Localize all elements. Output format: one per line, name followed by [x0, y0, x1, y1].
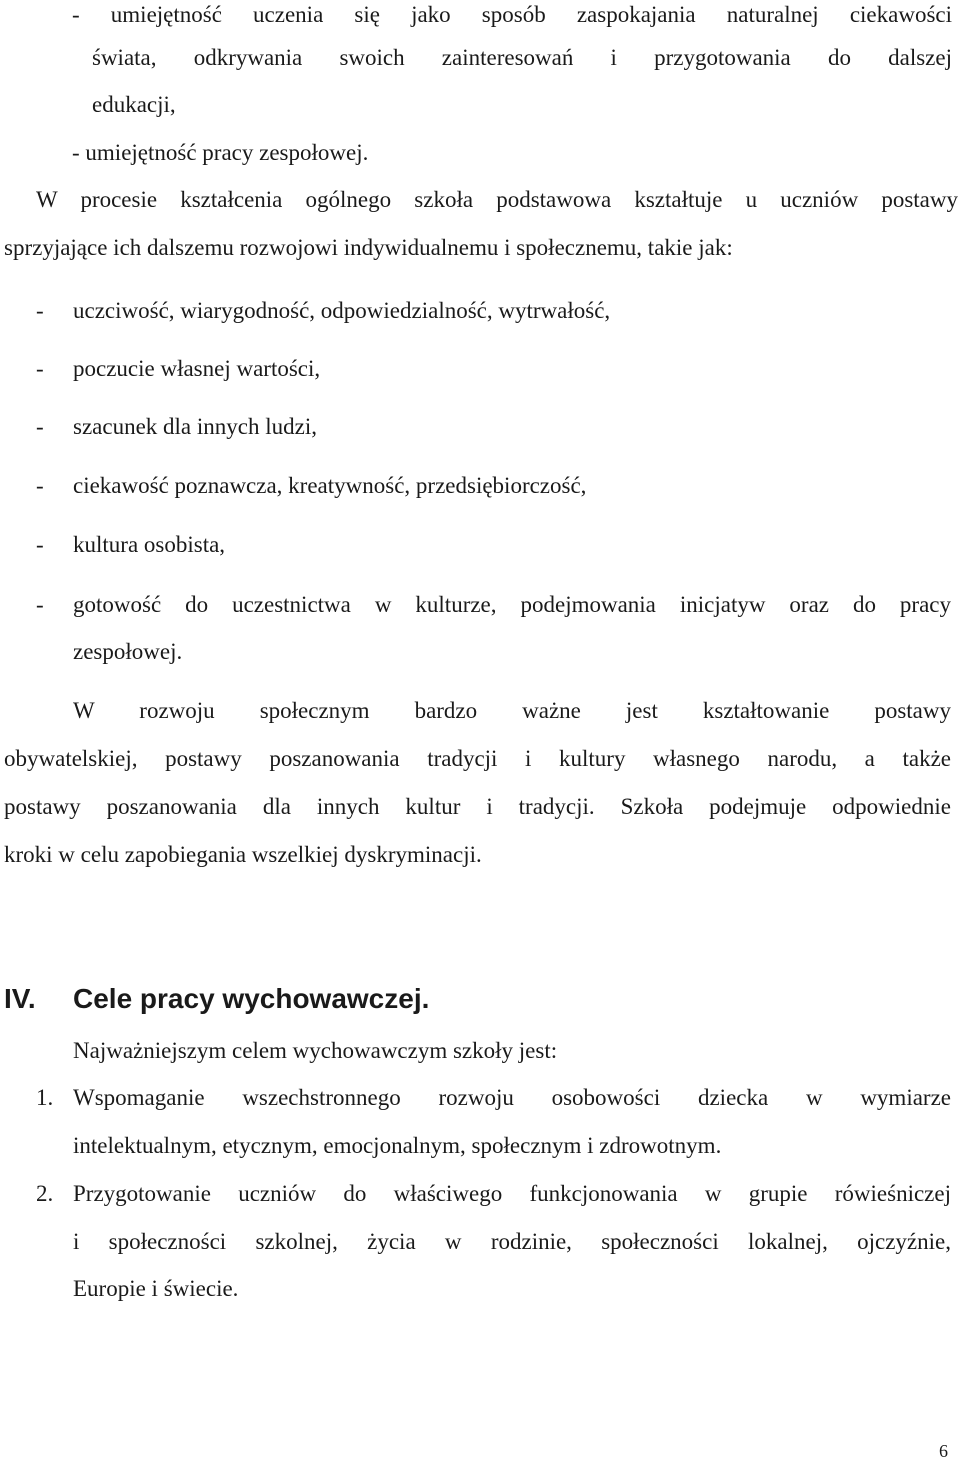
- paragraph-line: obywatelskiej, postawy poszanowania tradycji i kultury własnego narodu, a także: [4, 746, 951, 771]
- bullet-dash: -: [36, 356, 44, 381]
- list-item: ciekawość poznawcza, kreatywność, przedsiębiorczość,: [73, 473, 587, 498]
- paragraph-line: W procesie kształcenia ogólnego szkoła podstawowa kształtuje u uczniów postawy: [36, 187, 958, 212]
- goal-number: 2.: [36, 1181, 54, 1206]
- list-item: poczucie własnej wartości,: [73, 356, 321, 381]
- paragraph-line: W rozwoju społecznym bardzo ważne jest kształtowanie postawy: [73, 698, 951, 723]
- section-number: IV.: [4, 983, 36, 1014]
- goal-line: Przygotowanie uczniów do właściwego funkcjonowania w grupie rówieśniczej: [73, 1181, 951, 1206]
- paragraph-line: kroki w celu zapobiegania wszelkiej dyskryminacji.: [4, 842, 482, 867]
- list-item: gotowość do uczestnictwa w kulturze, podejmowania inicjatyw oraz do pracy: [73, 592, 951, 617]
- bullet-dash: -: [36, 298, 44, 323]
- list-item-line: świata, odkrywania swoich zainteresowań i przygotowania do dalszej: [92, 45, 952, 70]
- bullet-dash: -: [36, 414, 44, 439]
- section-title: Cele pracy wychowawczej.: [73, 983, 430, 1014]
- paragraph-line: sprzyjające ich dalszemu rozwojowi indywidualnemu i społecznemu, takie jak:: [4, 235, 733, 260]
- list-item: kultura osobista,: [73, 532, 226, 557]
- bullet-dash: -: [36, 532, 44, 557]
- list-item: szacunek dla innych ludzi,: [73, 414, 317, 439]
- list-item: - umiejętność pracy zespołowej.: [72, 140, 369, 165]
- bullet-dash: -: [36, 473, 44, 498]
- list-item-line: - umiejętność uczenia się jako sposób zaspokajania naturalnej ciekawości: [72, 2, 952, 27]
- goal-line: Wspomaganie wszechstronnego rozwoju osobowości dziecka w wymiarze: [73, 1085, 951, 1110]
- list-item-line: edukacji,: [92, 92, 176, 117]
- paragraph-line: postawy poszanowania dla innych kultur i tradycji. Szkoła podejmuje odpowiednie: [4, 794, 951, 819]
- page-number: 6: [939, 1441, 948, 1461]
- goal-line: intelektualnym, etycznym, emocjonalnym, społecznym i zdrowotnym.: [73, 1133, 722, 1158]
- goal-line: Europie i świecie.: [73, 1276, 239, 1301]
- list-item: uczciwość, wiarygodność, odpowiedzialność, wytrwałość,: [73, 298, 611, 323]
- section-intro: Najważniejszym celem wychowawczym szkoły jest:: [73, 1038, 558, 1063]
- list-item-line: zespołowej.: [73, 639, 183, 664]
- goal-number: 1.: [36, 1085, 54, 1110]
- goal-line: i społeczności szkolnej, życia w rodzinie, społeczności lokalnej, ojczyźnie,: [73, 1229, 951, 1254]
- bullet-dash: -: [36, 592, 44, 617]
